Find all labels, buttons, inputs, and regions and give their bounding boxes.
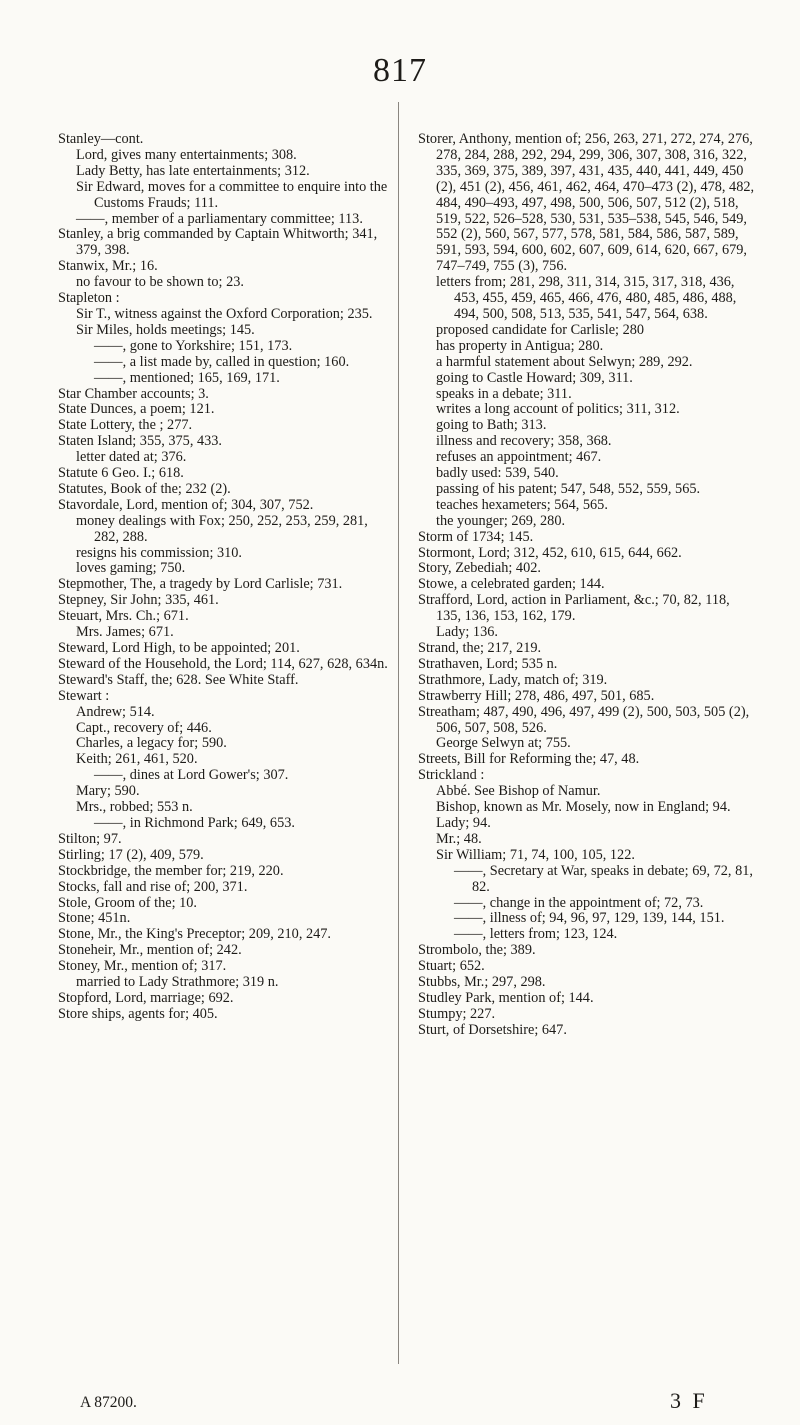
index-column-left — [58, 132, 390, 1023]
index-entry: Statutes, Book of the; 232 (2). — [58, 480, 231, 497]
index-entry: Stavordale, Lord, mention of; 304, 307, 752. — [58, 496, 314, 513]
index-entry: illness and recovery; 358, 368. — [436, 433, 612, 450]
index-entry: the younger; 269, 280. — [436, 512, 566, 529]
index-entry: Stubbs, Mr.; 297, 298. — [418, 974, 546, 991]
index-entry: Story, Zebediah; 402. — [418, 560, 541, 577]
index-entry: Lady; 136. — [436, 624, 498, 641]
index-entry: ——, gone to Yorkshire; 151, 173. — [94, 337, 293, 354]
index-entry: going to Bath; 313. — [436, 417, 547, 434]
index-column-right — [418, 132, 758, 1039]
index-entry: proposed candidate for Carlisle; 280 — [436, 321, 645, 338]
index-entry: Lord, gives many entertainments; 308. — [76, 146, 297, 163]
index-entry: Stewart : — [58, 687, 110, 704]
index-entry: Staten Island; 355, 375, 433. — [58, 433, 223, 450]
index-entry: Stepney, Sir John; 335, 461. — [58, 592, 219, 609]
index-entry: resigns his commission; 310. — [76, 544, 243, 561]
index-entry: Storm of 1734; 145. — [418, 528, 534, 545]
index-entry: Studley Park, mention of; 144. — [418, 989, 594, 1006]
index-entry: Stocks, fall and rise of; 200, 371. — [58, 878, 248, 895]
index-entry: Bishop, known as Mr. Mosely, now in England; 94. — [436, 799, 731, 816]
index-entry: Abbé. See Bishop of Namur. — [436, 783, 601, 800]
index-entry: Stone; 451n. — [58, 910, 131, 927]
index-entry: Sturt, of Dorsetshire; 647. — [418, 1021, 567, 1038]
printer-signature: A 87200. — [80, 1394, 137, 1411]
index-entry: Sir Edward, moves for a committee to enquire into the Customs Frauds; 111. — [76, 178, 388, 211]
index-entry: Lady Betty, has late entertainments; 312. — [76, 162, 310, 179]
index-entry: Stanley—cont. — [58, 131, 144, 147]
index-entry: State Dunces, a poem; 121. — [58, 401, 215, 418]
index-entry: Strathmore, Lady, match of; 319. — [418, 671, 608, 688]
index-entry: Steward of the Household, the Lord; 114, 627, 628, 634n. — [58, 655, 388, 672]
index-entry: Stoneheir, Mr., mention of; 242. — [58, 942, 242, 959]
index-entry: Stapleton : — [58, 290, 120, 307]
index-entry: ——, letters from; 123, 124. — [454, 926, 618, 943]
index-entry: passing of his patent; 547, 548, 552, 559, 565. — [436, 480, 701, 497]
index-entry: ——, dines at Lord Gower's; 307. — [94, 767, 289, 784]
index-entry: Mrs. James; 671. — [76, 624, 174, 641]
index-entry: Strickland : — [418, 767, 485, 784]
index-entry: Strand, the; 217, 219. — [418, 640, 542, 656]
index-entry: ——, mentioned; 165, 169, 171. — [94, 369, 280, 386]
index-entry: Capt., recovery of; 446. — [76, 719, 212, 736]
column-rule — [398, 102, 399, 1364]
index-entry: Andrew; 514. — [76, 703, 155, 720]
index-entry: a harmful statement about Selwyn; 289, 292. — [436, 353, 693, 370]
index-entry: Statute 6 Geo. I.; 618. — [58, 465, 184, 482]
index-entry: Strafford, Lord, action in Parliament, &c.; 70, 82, 118, 135, 136, 153, 162, 179. — [418, 592, 730, 625]
index-entry: Mary; 590. — [76, 783, 140, 800]
index-entry: Charles, a legacy for; 590. — [76, 735, 227, 752]
index-entry: Stilton; 97. — [58, 830, 122, 847]
index-entry: married to Lady Strathmore; 319 n. — [76, 974, 279, 991]
index-entry: Lady; 94. — [436, 814, 491, 831]
index-entry: Stanley, a brig commanded by Captain Whitworth; 341, 379, 398. — [58, 226, 378, 259]
index-entry: Stumpy; 227. — [418, 1005, 496, 1022]
index-entry: Steward's Staff, the; 628. See White Staff. — [58, 671, 299, 688]
index-entry: Storer, Anthony, mention of; 256, 263, 271, 272, 274, 276, 278, 284, 288, 292, 294, 299, 306, 307, 308, 316, 322, 335, 369, 375, 389, 397, 431, 435, 440, 441, 449, 450 (2), 451 (2), 456, 461, 462, 464, 470–473 (2), 478, 482, 484, 490–493, 497, 498, 500, 506, 507, 512 (2), 518, 519, 522, 526–528, 530, 531, 535–538, 545, 546, 549, 552 (2), 560, 567, 577, 578, 581, 584, 586, 587, 589, 591, 593, 594, 600, 602, 607, 609, 614, 620, 667, 679, 747–749, 755 (3), 756. — [418, 131, 755, 275]
index-entry: Stowe, a celebrated garden; 144. — [418, 576, 605, 593]
index-entry: Stuart; 652. — [418, 958, 485, 975]
index-entry: ——, in Richmond Park; 649, 653. — [94, 814, 295, 831]
sheet-mark: 3 F — [670, 1388, 708, 1413]
index-entry: ——, a list made by, called in question; 160. — [94, 353, 350, 370]
index-entry: refuses an appointment; 467. — [436, 449, 602, 466]
index-entry: ——, Secretary at War, speaks in debate; 69, 72, 81, 82. — [454, 862, 753, 895]
index-entry: ——, change in the appointment of; 72, 73. — [454, 894, 704, 911]
index-entry: State Lottery, the ; 277. — [58, 417, 193, 434]
index-entry: Streatham; 487, 490, 496, 497, 499 (2), 500, 503, 505 (2), 506, 507, 508, 526. — [418, 703, 750, 736]
index-entry: going to Castle Howard; 309, 311. — [436, 369, 633, 386]
index-entry: ——, member of a parliamentary committee; 113. — [76, 210, 363, 227]
index-entry: Stepmother, The, a tragedy by Lord Carlisle; 731. — [58, 576, 343, 593]
index-entry: teaches hexameters; 564, 565. — [436, 496, 608, 513]
index-entry: Mr.; 48. — [436, 830, 482, 847]
index-entry: letters from; 281, 298, 311, 314, 315, 317, 318, 436, 453, 455, 459, 465, 466, 476, 480, 485, 486, 488, 494, 500, 508, 513, 535, 541, 547, 564, 638. — [436, 274, 737, 322]
page-number: 817 — [373, 52, 427, 89]
index-entry: Strawberry Hill; 278, 486, 497, 501, 685. — [418, 687, 655, 704]
index-entry: Strathaven, Lord; 535 n. — [418, 655, 558, 672]
index-entry: Streets, Bill for Reforming the; 47, 48. — [418, 751, 640, 768]
index-entry: has property in Antigua; 280. — [436, 337, 604, 354]
index-entry: loves gaming; 750. — [76, 560, 186, 577]
index-entry: Sir T., witness against the Oxford Corporation; 235. — [76, 305, 373, 322]
index-entry: Sir William; 71, 74, 100, 105, 122. — [436, 846, 635, 863]
index-entry: Star Chamber accounts; 3. — [58, 385, 209, 402]
index-entry: George Selwyn at; 755. — [436, 735, 571, 752]
index-entry: Store ships, agents for; 405. — [58, 1005, 218, 1022]
index-entry: Stirling; 17 (2), 409, 579. — [58, 846, 204, 863]
index-entry: writes a long account of politics; 311, 312. — [436, 401, 680, 418]
index-entry: Steward, Lord High, to be appointed; 201. — [58, 640, 300, 656]
index-entry: Strombolo, the; 389. — [418, 942, 536, 959]
index-entry: ——, illness of; 94, 96, 97, 129, 139, 144, 151. — [454, 910, 725, 927]
index-entry: money dealings with Fox; 250, 252, 253, 259, 281, 282, 288. — [76, 512, 368, 545]
index-entry: Stole, Groom of the; 10. — [58, 894, 197, 911]
index-entry: badly used: 539, 540. — [436, 465, 559, 482]
index-entry: Stopford, Lord, marriage; 692. — [58, 989, 234, 1006]
index-entry: Steuart, Mrs. Ch.; 671. — [58, 608, 189, 625]
index-entry: letter dated at; 376. — [76, 449, 187, 466]
index-entry: Mrs., robbed; 553 n. — [76, 799, 193, 816]
index-entry: Stanwix, Mr.; 16. — [58, 258, 158, 275]
index-entry: Stockbridge, the member for; 219, 220. — [58, 862, 284, 879]
index-entry: no favour to be shown to; 23. — [76, 274, 244, 291]
index-entry: Stone, Mr., the King's Preceptor; 209, 210, 247. — [58, 926, 332, 943]
index-entry: speaks in a debate; 311. — [436, 385, 572, 402]
index-entry: Keith; 261, 461, 520. — [76, 751, 198, 768]
index-entry: Stoney, Mr., mention of; 317. — [58, 958, 227, 975]
index-entry: Sir Miles, holds meetings; 145. — [76, 321, 255, 338]
index-entry: Stormont, Lord; 312, 452, 610, 615, 644, 662. — [418, 544, 682, 561]
